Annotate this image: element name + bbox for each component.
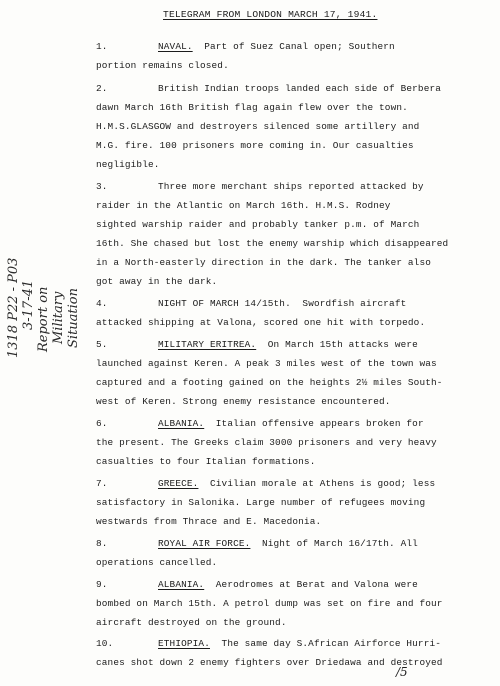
para-number: 9. [96, 579, 108, 590]
para-heading: GREECE. [158, 478, 199, 489]
para-5-line-4: west of Keren. Strong enemy resistance encountered. [96, 396, 391, 407]
margin-note-line: 1318 P22 - P03 [6, 257, 21, 358]
para-4-line-1 [96, 298, 406, 310]
para-7-line-2: satisfactory in Salonika. Large number of refugees moving [96, 497, 426, 508]
para-text: Part of Suez Canal open; Southern [204, 41, 395, 52]
para-heading: ROYAL AIR FORCE. [158, 538, 251, 549]
para-text: British Indian troops landed each side of Berbera [158, 83, 442, 94]
para-text: On March 15th attacks were [267, 339, 418, 350]
para-number: 7. [96, 478, 108, 489]
para-3-line-5: in a North-easterly direction in the dark. The tanker also [96, 257, 432, 268]
para-7-line-3: westwards from Thrace and E. Macedonia. [96, 516, 322, 527]
para-text: Three more merchant ships reported attacked by [158, 181, 424, 192]
para-text: Italian offensive appears broken for [215, 418, 424, 429]
para-3-line-3: sighted warship raider and probably tanker p.m. of March [96, 219, 420, 230]
para-text: The same day S.African Airforce Hurri- [221, 638, 442, 649]
para-9-line-2: bombed on March 15th. A petrol dump was set on fire and four [96, 598, 443, 609]
margin-note-line: Report on [36, 286, 51, 352]
para-3-line-1 [96, 181, 424, 193]
para-heading: NIGHT OF MARCH 14/15th. [158, 298, 291, 309]
para-1-line-1 [96, 41, 395, 53]
para-text: Night of March 16/17th. All [261, 538, 418, 549]
margin-note-line: Military [51, 291, 66, 344]
telegram-title: TELEGRAM FROM LONDON MARCH 17, 1941. [163, 9, 378, 20]
para-5-line-2: launched against Keren. A peak 3 miles west of the town was [96, 358, 437, 369]
para-heading: ALBANIA. [158, 418, 205, 429]
para-2-line-3: H.M.S.GLASGOW and destroyers silenced some artillery and [96, 121, 420, 132]
para-10-line-1 [96, 638, 441, 650]
margin-note-line: Situation [66, 288, 81, 348]
para-number: 2. [96, 83, 108, 94]
para-number: 5. [96, 339, 108, 350]
para-number: 6. [96, 418, 108, 429]
para-9-line-3: aircraft destroyed on the ground. [96, 617, 287, 628]
para-2-line-4: M.G. fire. 100 prisoners more coming in. Our casualties [96, 140, 414, 151]
para-7-line-1 [96, 478, 435, 490]
para-number: 1. [96, 41, 108, 52]
para-number: 10. [96, 638, 114, 649]
para-heading: NAVAL. [158, 41, 193, 52]
para-2-line-1 [96, 83, 441, 95]
para-5-line-3: captured and a footing gained on the heights 2½ miles South- [96, 377, 443, 388]
para-3-line-4: 16th. She chased but lost the enemy warship which disappeared [96, 238, 449, 249]
para-5-line-1 [96, 339, 418, 351]
para-text: Civilian morale at Athens is good; less [210, 478, 436, 489]
para-4-line-2: attacked shipping at Valona, scored one hit with torpedo. [96, 317, 426, 328]
para-3-line-6: got away in the dark. [96, 276, 218, 287]
para-2-line-2: dawn March 16th British flag again flew over the town. [96, 102, 408, 113]
para-number: 8. [96, 538, 108, 549]
para-3-line-2: raider in the Atlantic on March 16th. H.M.S. Rodney [96, 200, 391, 211]
para-text: Swordfish aircraft [302, 298, 407, 309]
para-10-line-2: canes shot down 2 enemy fighters over Driedawa and destroyed [96, 657, 443, 668]
para-heading: ETHIOPIA. [158, 638, 210, 649]
para-heading: MILITARY ERITREA. [158, 339, 257, 350]
continuation-page-marker: /5 [396, 665, 408, 679]
para-8-line-1 [96, 538, 418, 550]
para-6-line-3: casualties to four Italian formations. [96, 456, 316, 467]
para-9-line-1 [96, 579, 418, 591]
para-text: Aerodromes at Berat and Valona were [215, 579, 418, 590]
handwritten-margin-note [6, 258, 81, 358]
para-number: 4. [96, 298, 108, 309]
para-8-line-2: operations cancelled. [96, 557, 218, 568]
para-2-line-5: negligible. [96, 159, 160, 170]
para-6-line-1 [96, 418, 424, 430]
margin-note-line: 3-17-41 [21, 279, 36, 330]
para-1-line-2: portion remains closed. [96, 60, 229, 71]
para-6-line-2: the present. The Greeks claim 3000 prisoners and very heavy [96, 437, 437, 448]
para-heading: ALBANIA. [158, 579, 205, 590]
para-number: 3. [96, 181, 108, 192]
